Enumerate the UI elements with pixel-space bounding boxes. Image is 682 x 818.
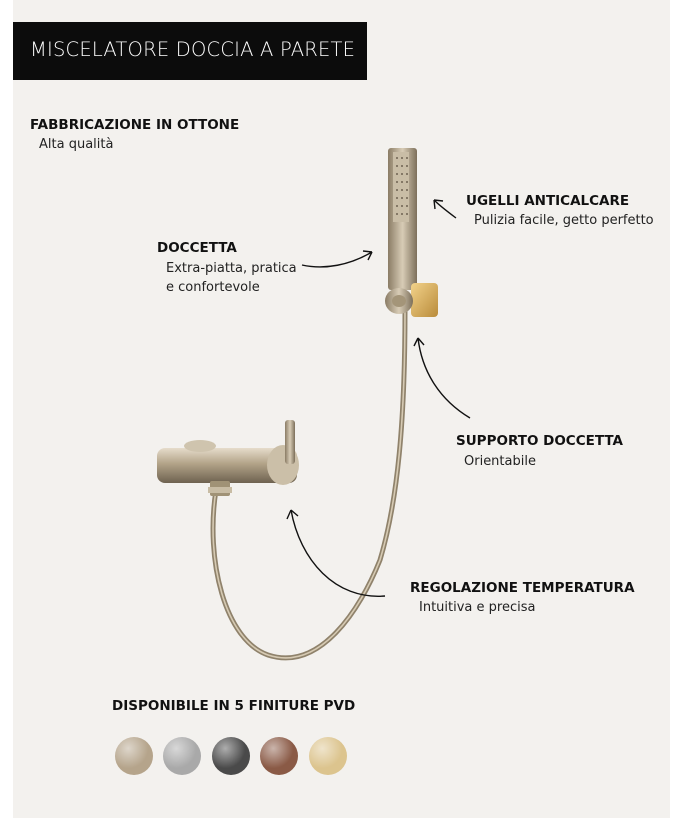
finish-swatch[interactable] — [309, 737, 347, 775]
feature-desc-handshower-line2: e confortevole — [166, 280, 260, 295]
feature-title-temperature: REGOLAZIONE TEMPERATURA — [410, 580, 635, 596]
feature-title-nozzles: UGELLI ANTICALCARE — [466, 193, 630, 209]
feature-title-brass: FABBRICAZIONE IN OTTONE — [30, 117, 240, 133]
finish-swatch[interactable] — [115, 737, 153, 775]
feature-desc-nozzles: Pulizia facile, getto perfetto — [474, 213, 654, 228]
callout-arrows — [287, 200, 470, 596]
finish-swatch[interactable] — [163, 737, 201, 775]
feature-desc-temperature: Intuitiva e precisa — [419, 600, 536, 615]
page-title: MISCELATORE DOCCIA A PARETE — [30, 38, 356, 61]
mixer-lever — [285, 420, 295, 464]
shower-holder — [411, 283, 438, 317]
feature-desc-holder: Orientabile — [464, 454, 536, 469]
feature-title-handshower: DOCCETTA — [157, 240, 237, 256]
finishes-title: DISPONIBILE IN 5 FINITURE PVD — [112, 698, 356, 714]
feature-title-holder: SUPPORTO DOCCETTA — [456, 433, 623, 449]
feature-desc-handshower-line1: Extra-piatta, pratica — [166, 261, 297, 276]
feature-desc-brass: Alta qualità — [39, 137, 114, 152]
shower-hose — [213, 310, 405, 658]
finish-swatch[interactable] — [260, 737, 298, 775]
finish-swatch[interactable] — [212, 737, 250, 775]
